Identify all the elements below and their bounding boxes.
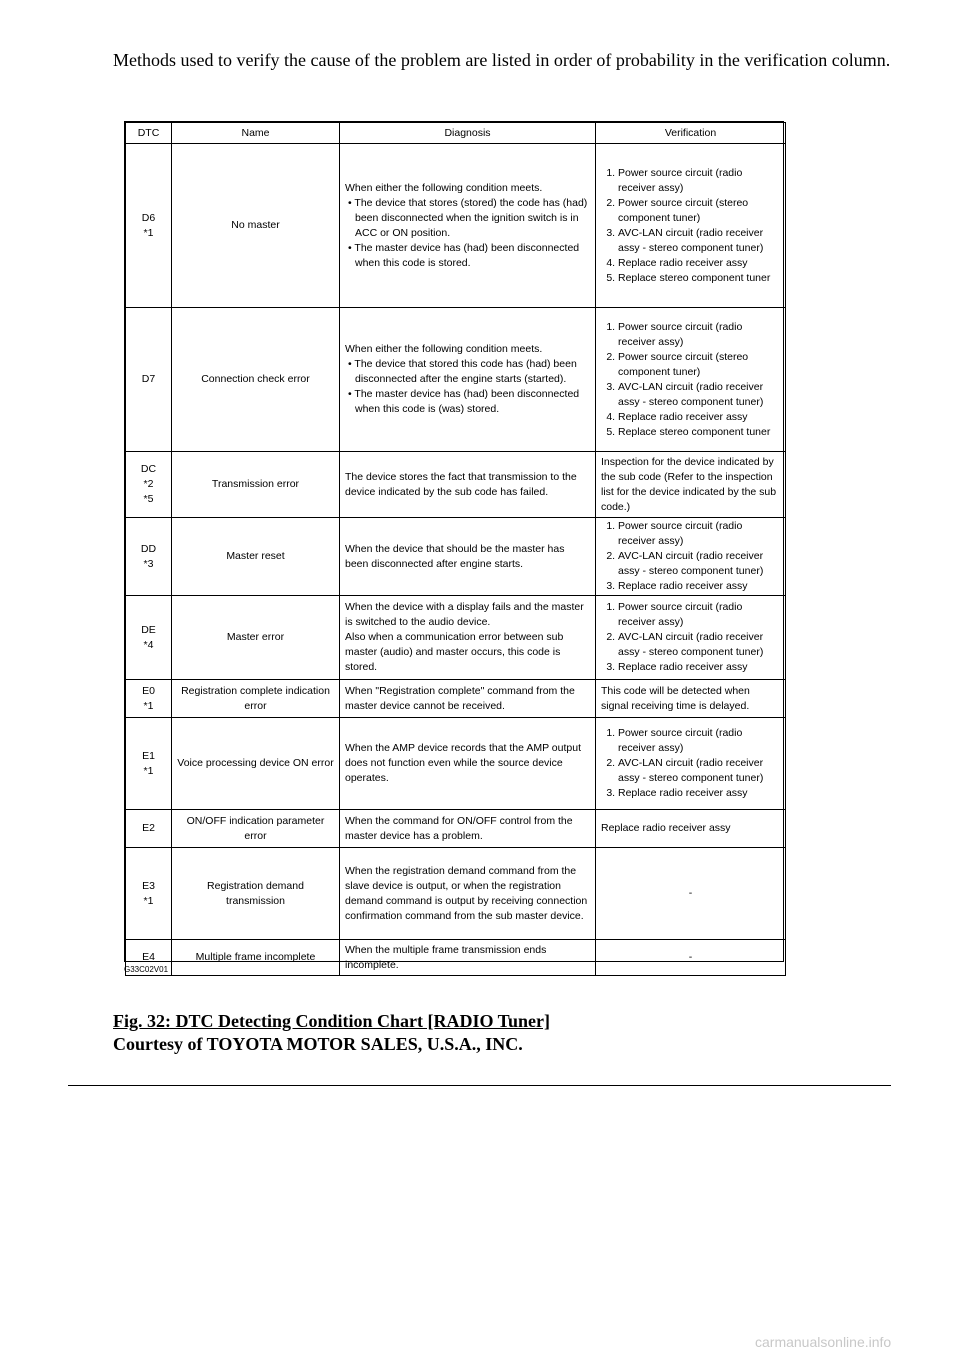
table-row xyxy=(126,810,786,848)
diagnosis-line: When the AMP device records that the AMP output does not function even while the source device operates. xyxy=(345,742,581,784)
table-row xyxy=(126,308,786,452)
dtc-code-cell xyxy=(126,144,172,308)
diagnosis-cell xyxy=(340,718,596,810)
verification-step: 2. Power source circuit (stereo component tuner) xyxy=(618,196,780,226)
figure-id: G33C02V01 xyxy=(124,965,169,974)
caption-title: Fig. 32: DTC Detecting Condition Chart [RADIO Tuner] xyxy=(113,1011,551,1031)
dtc-code: *3 xyxy=(143,557,154,570)
dtc-code: E2 xyxy=(142,822,155,834)
dtc-name-cell: Registration demand transmission xyxy=(172,848,340,940)
verification-step: 1. Power source circuit (radio receiver assy) xyxy=(618,320,780,350)
dtc-name-cell: Master reset xyxy=(172,518,340,596)
verification-cell: - xyxy=(596,940,786,976)
verification-step: 3. AVC-LAN circuit (radio receiver assy - stereo component tuner) xyxy=(618,226,780,256)
verification-list xyxy=(601,519,780,594)
verification-cell: - xyxy=(596,848,786,940)
verification-list xyxy=(601,320,780,440)
watermark: carmanualsonline.info xyxy=(755,1334,892,1350)
verification-cell xyxy=(596,308,786,452)
verification-step: 5. Replace stereo component tuner xyxy=(618,425,780,440)
dtc-code: *1 xyxy=(143,764,154,777)
diagnosis-line: When the device that should be the master has been disconnected after engine starts. xyxy=(345,542,565,570)
diagnosis-line: When the command for ON/OFF control from the master device has a problem. xyxy=(345,814,573,842)
diagnosis-line: • The master device has (had) been disconnected when this code is (was) stored. xyxy=(348,388,580,415)
verification-cell xyxy=(596,718,786,810)
dtc-name-cell: Transmission error xyxy=(172,452,340,518)
dtc-code-cell xyxy=(126,680,172,718)
verification-step: 5. Replace stereo component tuner xyxy=(618,271,780,286)
dtc-code: D7 xyxy=(141,373,156,385)
diagnosis-line: When the device with a display fails and the master is switched to the audio device. xyxy=(345,601,584,628)
dtc-code: E3 xyxy=(142,879,155,892)
header-dtc: DTC xyxy=(126,123,172,144)
verification-step: 3. Replace radio receiver assy xyxy=(618,786,780,801)
dtc-code-cell xyxy=(126,596,172,680)
verification-step: 2. AVC-LAN circuit (radio receiver assy - stereo component tuner) xyxy=(618,549,780,579)
verification-step: 3. AVC-LAN circuit (radio receiver assy - stereo component tuner) xyxy=(618,380,780,410)
dtc-code: *1 xyxy=(143,699,154,712)
dtc-name-cell: No master xyxy=(172,144,340,308)
dtc-code: *5 xyxy=(143,493,154,505)
diagnosis-line: The device stores the fact that transmission to the device indicated by the sub code has failed. xyxy=(345,470,577,498)
verification-step: 4. Replace radio receiver assy xyxy=(618,410,780,425)
verification-list xyxy=(601,726,780,801)
verification-step: 1. Power source circuit (radio receiver assy) xyxy=(618,600,780,630)
diagnosis-line: When the registration demand command from the slave device is output, or when the registration demand command is output by receiving connection confirmation command from the sub master device. xyxy=(345,864,588,922)
verification-step: 1. Power source circuit (radio receiver assy) xyxy=(618,726,780,756)
dtc-code: E4 xyxy=(142,951,155,963)
dtc-code-cell xyxy=(126,518,172,596)
table-row xyxy=(126,940,786,976)
dtc-code: DC xyxy=(140,463,157,475)
diagnosis-line: When the multiple frame transmission ends incomplete. xyxy=(345,943,547,971)
verification-list xyxy=(601,600,780,675)
intro-paragraph: Methods used to verify the cause of the problem are listed in order of probability in the verification column. xyxy=(113,50,891,70)
table-row xyxy=(126,144,786,308)
diagnosis-line: When either the following condition meets. xyxy=(345,181,543,194)
diagnosis-cell xyxy=(340,680,596,718)
dtc-code-cell xyxy=(126,452,172,518)
table-header-row xyxy=(126,123,786,144)
figure-caption xyxy=(113,1010,550,1056)
dtc-name-cell: ON/OFF indication parameter error xyxy=(172,810,340,848)
dtc-code: *2 xyxy=(143,478,154,490)
caption-courtesy: Courtesy of TOYOTA MOTOR SALES, U.S.A., INC. xyxy=(113,1034,523,1054)
dtc-name-cell: Master error xyxy=(172,596,340,680)
dtc-code-cell xyxy=(126,308,172,452)
diagnosis-line: Also when a communication error between sub master (audio) and master occurs, this code is stored. xyxy=(345,631,564,673)
verification-step: 1. Power source circuit (radio receiver assy) xyxy=(618,166,780,196)
header-diagnosis: Diagnosis xyxy=(340,123,596,144)
diagnosis-line: • The device that stores (stored) the code has (had) been disconnected when the ignition switch is in ACC or ON position. xyxy=(348,196,588,239)
verification-cell: Inspection for the device indicated by the sub code (Refer to the inspection list for the device indicated by the sub code.) xyxy=(596,452,786,518)
table-row xyxy=(126,452,786,518)
dtc-code-cell xyxy=(126,718,172,810)
table-row xyxy=(126,596,786,680)
verification-cell xyxy=(596,596,786,680)
table-row xyxy=(126,848,786,940)
diagnosis-cell xyxy=(340,144,596,308)
table-body xyxy=(126,144,786,976)
dtc-code: DE xyxy=(141,623,156,636)
diagnosis-cell xyxy=(340,596,596,680)
dtc-name-cell: Registration complete indication error xyxy=(172,680,340,718)
dtc-name-cell: Voice processing device ON error xyxy=(172,718,340,810)
dtc-name-cell: Multiple frame incomplete xyxy=(172,940,340,976)
dtc-name-cell: Connection check error xyxy=(172,308,340,452)
dtc-code: *4 xyxy=(143,638,154,651)
horizontal-rule xyxy=(68,1085,891,1086)
diagnosis-line: • The master device has (had) been disconnected when this code is stored. xyxy=(348,241,580,269)
verification-step: 3. Replace radio receiver assy xyxy=(618,660,780,675)
dtc-code: E1 xyxy=(142,749,155,762)
diagnosis-line: When either the following condition meets. xyxy=(345,343,543,355)
dtc-code: *1 xyxy=(143,226,154,239)
header-name: Name xyxy=(172,123,340,144)
verification-step: 2. AVC-LAN circuit (radio receiver assy - stereo component tuner) xyxy=(618,756,780,786)
verification-step: 1. Power source circuit (radio receiver assy) xyxy=(618,519,780,549)
table-row xyxy=(126,518,786,596)
verification-cell: Replace radio receiver assy xyxy=(596,810,786,848)
diagnosis-line: When "Registration complete" command from the master device cannot be received. xyxy=(345,684,575,712)
diagnosis-cell xyxy=(340,308,596,452)
verification-cell xyxy=(596,518,786,596)
diagnosis-cell xyxy=(340,518,596,596)
verification-step: 4. Replace radio receiver assy xyxy=(618,256,780,271)
dtc-code-cell xyxy=(126,810,172,848)
diagnosis-cell xyxy=(340,452,596,518)
diagnosis-cell xyxy=(340,940,596,976)
dtc-table xyxy=(125,122,786,976)
header-verification: Verification xyxy=(596,123,786,144)
table-row xyxy=(126,718,786,810)
dtc-code-cell xyxy=(126,848,172,940)
table-row xyxy=(126,680,786,718)
verification-step: 3. Replace radio receiver assy xyxy=(618,579,780,594)
verification-step: 2. AVC-LAN circuit (radio receiver assy - stereo component tuner) xyxy=(618,630,780,660)
diagnosis-line: • The device that stored this code has (had) been disconnected after the engine starts (started). xyxy=(348,358,577,385)
verification-cell: This code will be detected when signal receiving time is delayed. xyxy=(596,680,786,718)
dtc-code: E0 xyxy=(142,684,155,697)
dtc-code: D6 xyxy=(141,211,156,224)
dtc-code: DD xyxy=(140,542,157,555)
verification-list xyxy=(601,166,780,286)
verification-step: 2. Power source circuit (stereo component tuner) xyxy=(618,350,780,380)
diagnosis-cell xyxy=(340,810,596,848)
diagnosis-cell xyxy=(340,848,596,940)
verification-cell xyxy=(596,144,786,308)
dtc-code: *1 xyxy=(143,894,154,907)
